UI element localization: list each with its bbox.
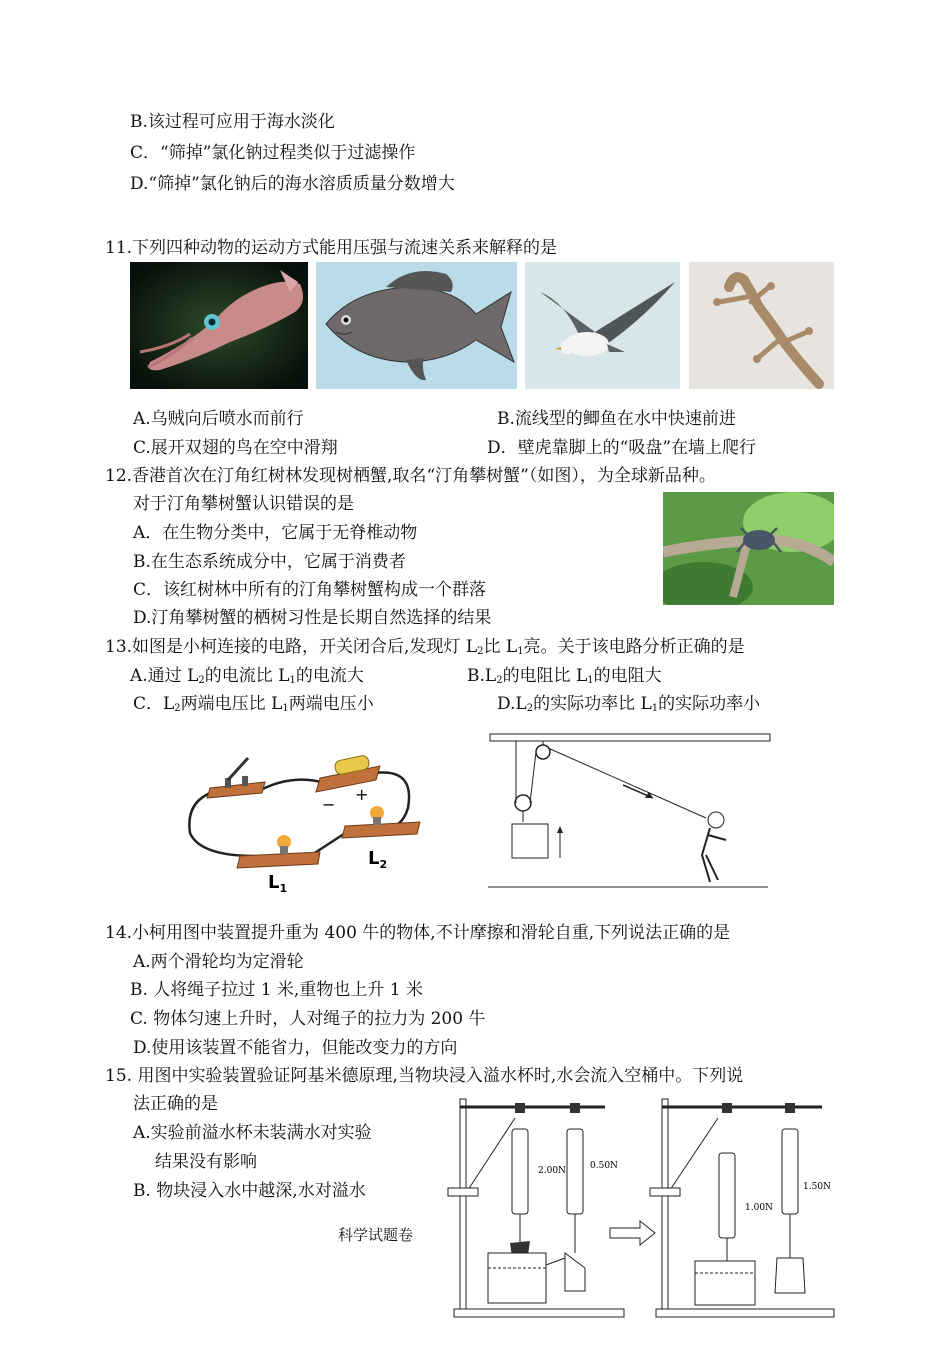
q12-option-d: D.汀角攀树蟹的栖树习性是长期自然选择的结果: [133, 608, 492, 628]
svg-text:+: +: [355, 785, 369, 804]
battery-icon: [316, 755, 380, 792]
q12-stem-2: 对于汀角攀树蟹认识错误的是: [133, 494, 354, 514]
svg-text:L2: $L_2$: [368, 848, 388, 871]
circuit-diagram: [180, 738, 440, 898]
svg-text:2.00N: 2.00N: [538, 1166, 566, 1176]
q11-option-c: C.展开双翅的鸟在空中滑翔: [133, 438, 338, 458]
right-stand: [650, 1099, 834, 1317]
q13-option-d: $D.L_2$的实际功率比 $L_1$的实际功率小: [497, 694, 761, 714]
q10-option-d: D.“筛掉”氯化钠后的海水溶质质量分数增大: [130, 174, 455, 194]
q11-option-b: B.流线型的鲫鱼在水中快速前进: [497, 409, 736, 429]
switch-icon: [207, 758, 265, 798]
q11-option-d: D．壁虎靠脚上的“吸盘”在墙上爬行: [487, 438, 757, 458]
pulley-diagram: [488, 730, 773, 890]
q13-stem: 13.如图是小柯连接的电路，开关闭合后,发现灯 $L_2$比 $L_1$亮。关于该电路分析正确的是: [105, 637, 745, 657]
crab-image: [663, 492, 834, 605]
q11-option-a: A.乌贼向后喷水而前行: [133, 409, 304, 429]
bird-image: [525, 262, 680, 389]
svg-text:1.50N: 1.50N: [803, 1182, 831, 1192]
fish-image: [316, 262, 517, 389]
q12-option-c: C．该红树林中所有的汀角攀树蟹构成一个群落: [133, 580, 487, 600]
q14-option-a: A.两个滑轮均为定滑轮: [133, 952, 304, 972]
page-footer: 科学试题卷: [338, 1226, 414, 1244]
svg-text:1.00N: 1.00N: [745, 1203, 773, 1213]
q14-stem: 14.小柯用图中装置提升重为 400 牛的物体,不计摩擦和滑轮自重,下列说法正确的是: [105, 923, 731, 943]
q15-option-a-line2: 结果没有影响: [155, 1152, 257, 1172]
left-stand: [448, 1099, 624, 1317]
q13-option-a: A.通过 $L_2$的电流比 $L_1$的电流大: [130, 666, 364, 686]
svg-text:L1: $L_1$: [268, 872, 288, 895]
q11-stem: 11.下列四种动物的运动方式能用压强与流速关系来解释的是: [105, 238, 558, 258]
q15-stem-2: 法正确的是: [133, 1094, 218, 1114]
svg-text:0.50N: 0.50N: [590, 1161, 618, 1171]
svg-text:−: −: [322, 795, 336, 814]
q10-option-b: B.该过程可应用于海水淡化: [130, 112, 335, 132]
q14-option-b: B. 人将绳子拉过 1 米,重物也上升 1 米: [130, 980, 423, 1000]
q13-option-b: $B.L_2$的电阻比 $L_1$的电阻大: [467, 666, 662, 686]
bulb-l1-icon: [237, 835, 320, 868]
q12-option-a: A．在生物分类中，它属于无脊椎动物: [133, 523, 418, 543]
person-icon: [702, 812, 726, 882]
q10-option-c: C．“筛掉”氯化钠过程类似于过滤操作: [130, 143, 416, 163]
q12-option-b: B.在生态系统成分中，它属于消费者: [133, 552, 406, 572]
q12-stem: 12.香港首次在汀角红树林发现树栖蟹,取名“汀角攀树蟹”（如图），为全球新品种。: [105, 466, 716, 486]
q15-option-b: B. 物块浸入水中越深,水对溢水: [133, 1181, 366, 1201]
q14-option-c: C. 物体匀速上升时，人对绳子的拉力为 200 牛: [130, 1009, 486, 1029]
q15-stem: 15. 用图中实验装置验证阿基米德原理,当物块浸入溢水杯时,水会流入空桶中。下列说: [105, 1066, 744, 1086]
archimedes-apparatus: [440, 1093, 840, 1323]
q14-option-d: D.使用该装置不能省力，但能改变力的方向: [133, 1038, 458, 1058]
squid-image: [130, 262, 308, 389]
q15-option-a-line1: A.实验前溢水杯未装满水对实验: [133, 1123, 372, 1143]
q13-option-c: C．$L_2$两端电压比 $L_1$两端电压小: [133, 694, 374, 714]
gecko-image: [689, 262, 834, 389]
arrow-right-icon: [610, 1221, 655, 1245]
